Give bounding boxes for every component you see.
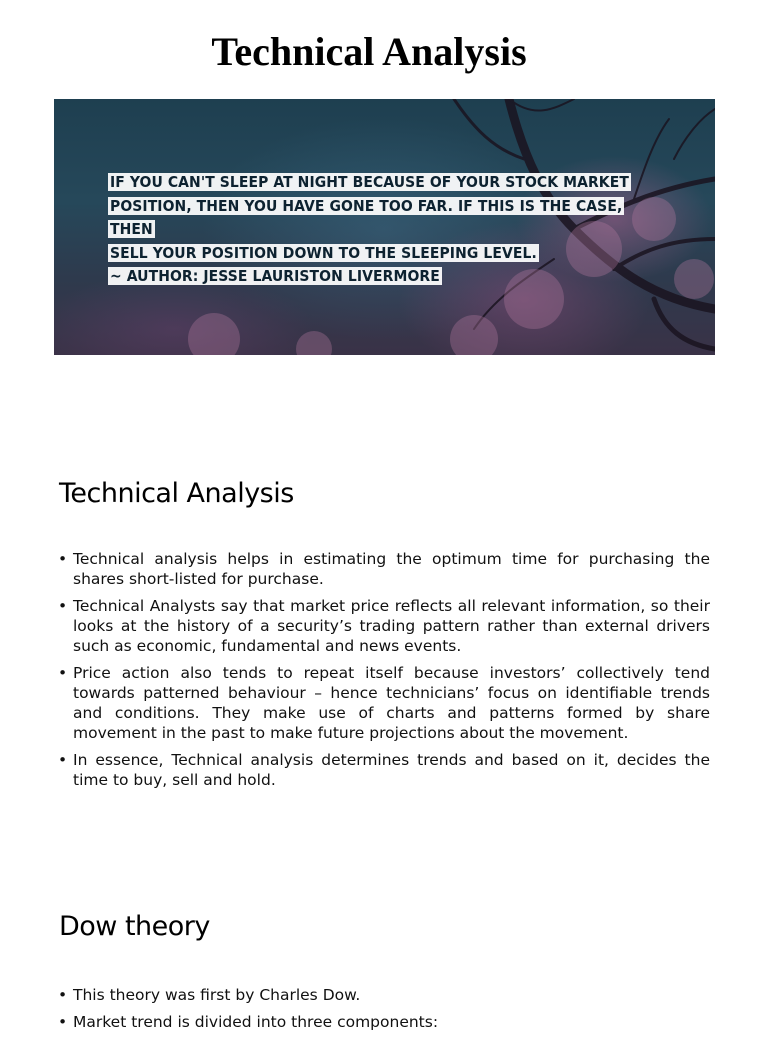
quote-author: ~ AUTHOR: JESSE LAURISTON LIVERMORE: [110, 267, 440, 285]
bullet-item: • Market trend is divided into three components:: [58, 1012, 710, 1032]
bullet-item: • Technical analysis helps in estimating the optimum time for purchasing the shares short-listed for purchase.: [58, 549, 710, 589]
section-heading-dow-theory: Dow theory: [59, 911, 210, 942]
bullet-item: • In essence, Technical analysis determines trends and based on it, decides the time to buy, sell and hold.: [58, 750, 710, 790]
quote-line: POSITION, THEN YOU HAVE GONE TOO FAR. IF THIS IS THE CASE, THEN: [110, 196, 623, 238]
technical-analysis-bullet-list: [58, 549, 710, 797]
quote-banner-image: [54, 99, 715, 355]
bullet-item: • This theory was first by Charles Dow.: [58, 985, 710, 1005]
quote-text: [108, 171, 668, 289]
dow-theory-bullet-list: [58, 985, 710, 1039]
section-heading-technical-analysis: Technical Analysis: [59, 478, 294, 509]
bullet-item: • Technical Analysts say that market price reflects all relevant information, so their looks at the history of a security’s trading pattern rather than external drivers such as economic, fundamental and news events.: [58, 596, 710, 656]
quote-line: IF YOU CAN'T SLEEP AT NIGHT BECAUSE OF YOUR STOCK MARKET: [110, 173, 629, 191]
bullet-item: • Price action also tends to repeat itself because investors’ collectively tend towards patterned behaviour – hence technicians’ focus on identifiable trends and conditions. They make use of charts and patterns formed by share movement in the past to make future projections about the movement.: [58, 663, 710, 743]
quote-line: SELL YOUR POSITION DOWN TO THE SLEEPING LEVEL.: [110, 243, 537, 262]
slide-title: Technical Analysis: [211, 29, 527, 74]
